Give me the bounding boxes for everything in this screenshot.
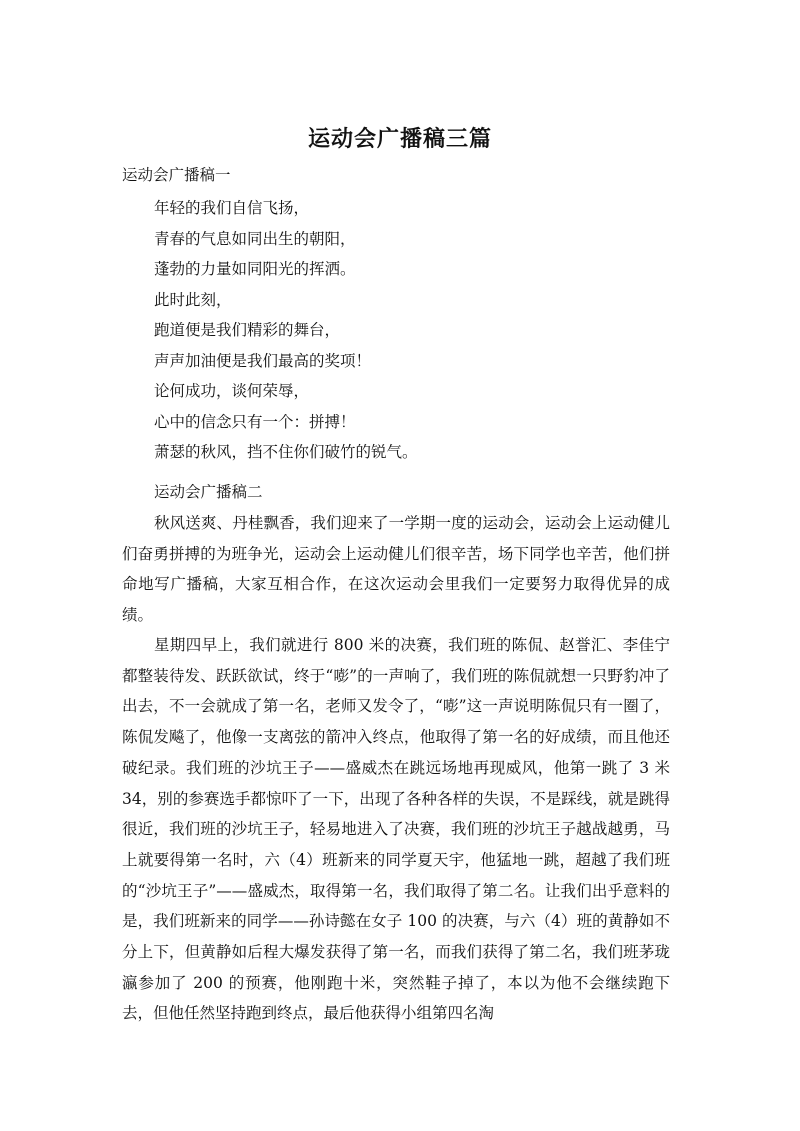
poem-line: 声声加油便是我们最高的奖项！ [154,351,372,370]
poem-line: 心中的信念只有一个：拼搏！ [154,412,356,431]
poem-lines [154,193,418,468]
poem-line: 此时此刻， [154,290,232,309]
body-paragraph: 秋风送爽、丹桂飘香，我们迎来了一学期一度的运动会，运动会上运动健儿们奋勇拼搏的为班争光，运动会上运动健儿们很辛苦，场下同学也辛苦，他们拼命地写广播稿，大家互相合作，在这次运动会里我们一定要努力取得优异的成绩。 [122,514,670,625]
poem-line: 青春的气息如同出生的朝阳， [154,229,356,248]
poem-line: 萧瑟的秋风，挡不住你们破竹的锐气。 [154,443,418,461]
section-heading-1: 运动会广播稿一 [122,166,231,184]
poem-line: 年轻的我们自信飞扬， [154,199,310,217]
poem-line: 蓬勃的力量如同阳光的挥洒。 [154,260,356,278]
poem-line: 跑道便是我们精彩的舞台， [154,321,341,339]
document-title: 运动会广播稿三篇 [307,127,492,152]
body-paragraph: 星期四早上，我们就进行 800 米的决赛，我们班的陈侃、赵誉汇、李佳宁都整装待发、跃跃欲试，终于“嘭”的一声响了，我们班的陈侃就想一只野豹冲了出去，不一会就成了第一名，老师又发令了，“嘭”这一声说明陈侃只有一圈了，陈侃发飚了，他像一支离弦的箭冲入终点，他取得了第一名的好成绩，而且他还破纪录。我们班的沙坑王子——盛威杰在跳远场地再现威风，他第一跳了 3 米 34，别的参赛选手都惊吓了一下，出现了各种各样的失误，不是踩线，就是跳得很近，我们班的沙坑王子，轻易地进入了决赛，我们班的沙坑王子越战越勇，马上就要得第一名时，六（4）班新来的同学夏天宇，他猛地一跳，超越了我们班的“沙坑王子”——盛威杰，取得第一名，我们取得了第二名。让我们出乎意料的是，我们班新来的同学——孙诗懿在女子 100 的决赛，与六（4）班的黄静如不分上下，但黄静如后程大爆发获得了第一名，而我们获得了第二名，我们班茅珑瀛参加了 200 的预赛，他刚跑十米，突然鞋子掉了，本以为他不会继续跑下去，但他任然坚持跑到终点，最后他获得小组第四名淘 [122,636,670,1023]
section-heading-2: 运动会广播稿二 [154,483,263,501]
poem-line: 论何成功，谈何荣辱， [154,382,310,400]
